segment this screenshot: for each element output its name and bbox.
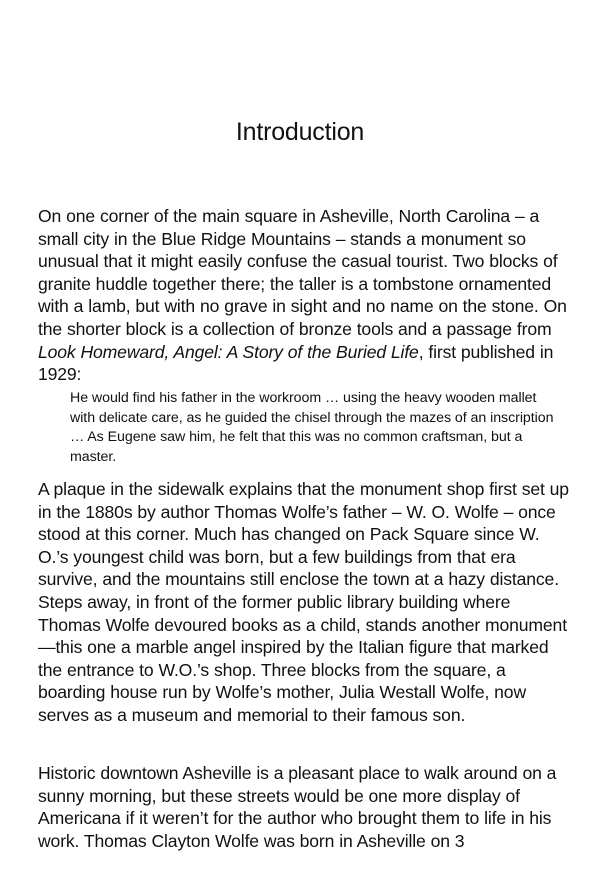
blockquote: He would find his father in the workroom … using the heavy wooden mallet with delicate care, as he guided the chisel through the mazes of an inscription … As Eugene saw him, he felt that this was no common craftsman, but a master. xyxy=(70,390,554,465)
paragraph-intro-tail: , first published in 1929: xyxy=(38,341,554,385)
paragraph-intro-text: On one corner of the main square in Asheville, North Carolina – a small city in the Blue Ridge Mountains – stands a monument so unusual that it might easily confuse the casual tourist. Two blocks of granite huddle together there; the taller is a tombstone ornamented with a lamb, but with no grave in sight and no name on the stone. On the shorter block is a collection of bronze tools and a passage from xyxy=(38,206,567,339)
book-title: Look Homeward, Angel: A Story of the Buried Life xyxy=(38,341,419,362)
paragraph-plaque: A plaque in the sidewalk explains that the monument shop first set up in the 1880s by author Thomas Wolfe’s father – W. O. Wolfe – once stood at this corner. Much has changed on Pack Square since W. O.’s youngest child was born, but a few buildings from that era survive, and the mountains still enclose the town at a hazy distance. Steps away, in front of the former public library building where Thomas Wolfe devoured books as a child, stands another monument—this one a marble angel inspired by the Italian figure that marked the entrance to W.O.’s shop. Three blocks from the square, a boarding house run by Wolfe’s mother, Julia Westall Wolfe, now serves as a museum and memorial to their famous son. xyxy=(38,479,569,725)
paragraph-downtown: Historic downtown Asheville is a pleasant place to walk around on a sunny morning, but these streets would be one more display of Americana if it weren’t for the author who brought them to life in his work. Thomas Clayton Wolfe was born in Asheville on 3 xyxy=(38,763,557,851)
paragraph-intro xyxy=(38,205,570,386)
page-title: Introduction xyxy=(235,118,365,146)
